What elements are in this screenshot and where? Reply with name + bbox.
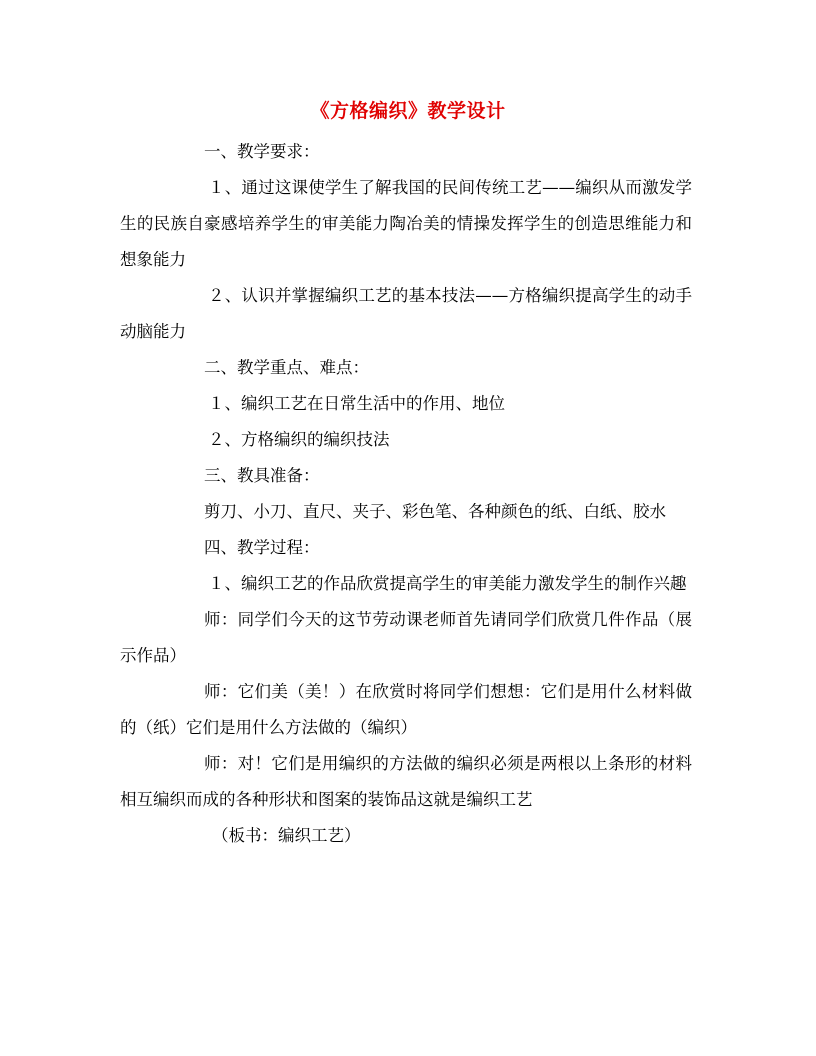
section-heading-key-points: 二、教学重点、难点： [204, 358, 369, 377]
paragraph: 师：它们美（美！）在欣赏时将同学们想想：它们是用什么材料做的（纸）它们是用什么方法做的（编织） [120, 682, 692, 737]
paragraph: 剪刀、小刀、直尺、夹子、彩色笔、各种颜色的纸、白纸、胶水 [204, 502, 666, 521]
paragraph: 师：对！它们是用编织的方法做的编织必须是两根以上条形的材料相互编织而成的各种形状和图案的装饰品这就是编织工艺 [120, 754, 692, 809]
section-heading-requirements: 一、教学要求： [204, 142, 320, 161]
document-title: 《方格编织》教学设计 [310, 100, 506, 122]
document-body [120, 134, 692, 854]
paragraph: １、通过这课使学生了解我国的民间传统工艺——编织从而激发学生的民族自豪感培养学生的审美能力陶冶美的情操发挥学生的创造思维能力和想象能力 [120, 178, 692, 269]
paragraph: （板书：编织工艺） [212, 826, 361, 845]
paragraph: ２、方格编织的编织技法 [208, 430, 390, 449]
paragraph: 师：同学们今天的这节劳动课老师首先请同学们欣赏几件作品（展示作品） [120, 610, 692, 665]
paragraph: ２、认识并掌握编织工艺的基本技法——方格编织提高学生的动手动脑能力 [120, 286, 692, 341]
section-heading-process: 四、教学过程： [204, 538, 320, 557]
section-heading-materials: 三、教具准备： [204, 466, 320, 485]
paragraph: １、编织工艺的作品欣赏提高学生的审美能力激发学生的制作兴趣 [208, 574, 687, 593]
paragraph: １、编织工艺在日常生活中的作用、地位 [208, 394, 505, 413]
